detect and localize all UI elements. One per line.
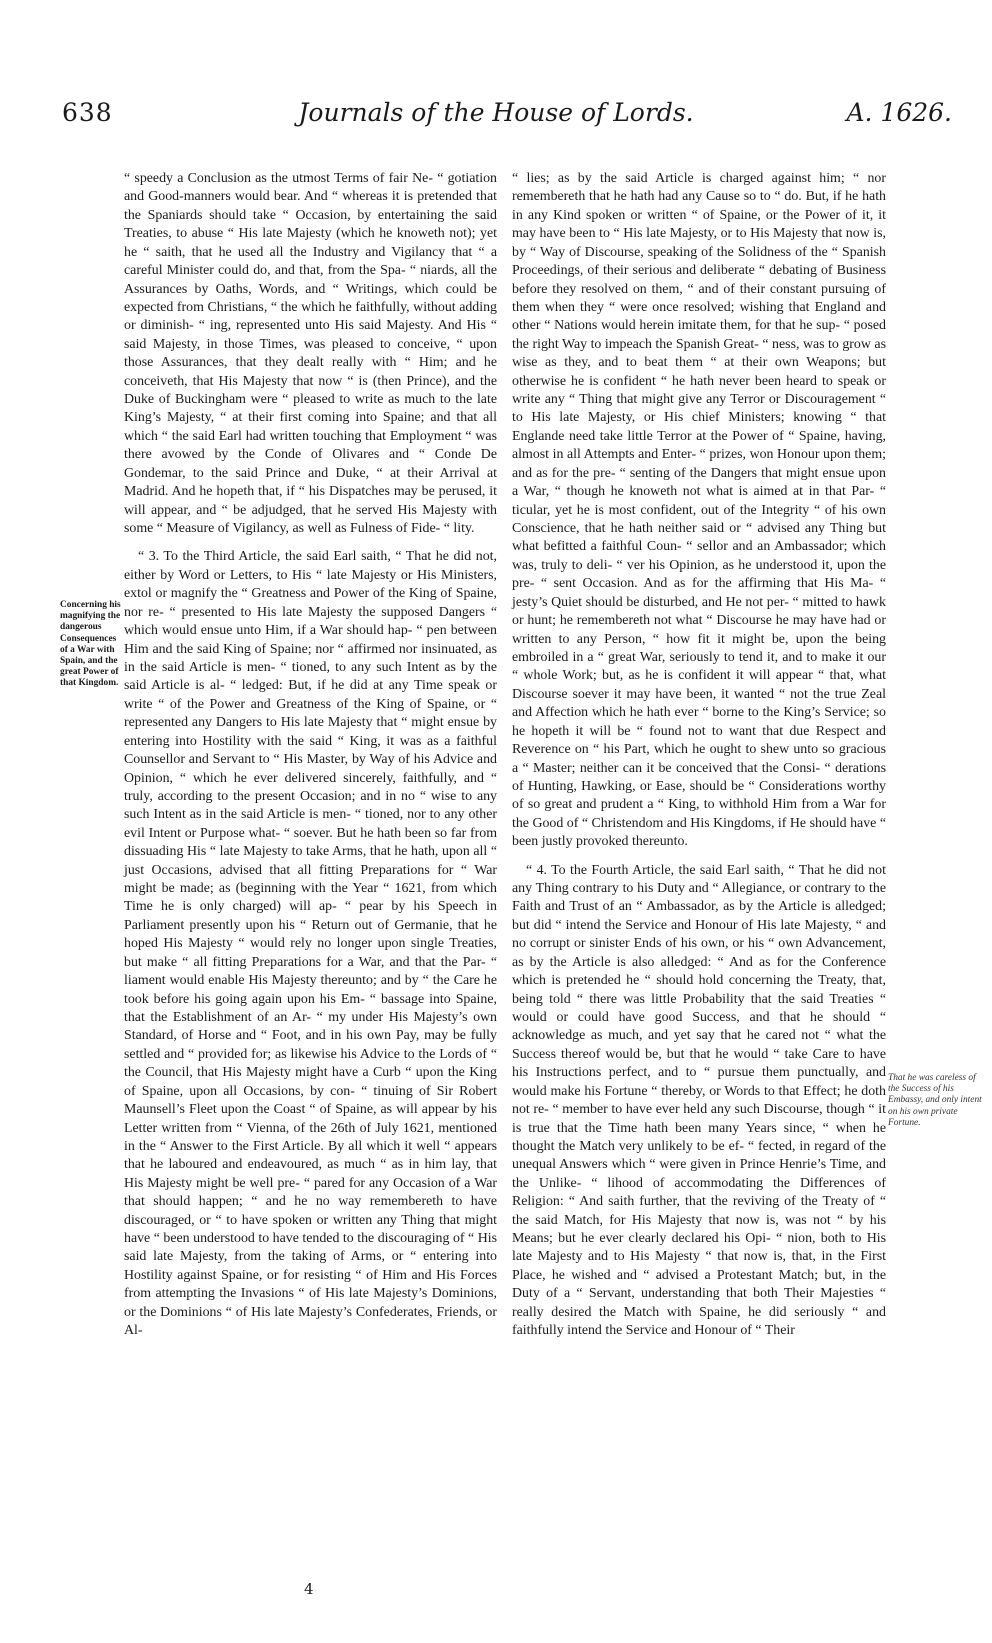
- signature-mark: 4: [304, 1580, 314, 1598]
- paragraph-answer-second-article-end: “ speedy a Conclusion as the utmost Terms of fair Ne- “ gotiation and Good-manners would bear. And “ whereas it is pretended that the Spaniards should take “ Occasion, by entertaining the said Treaties, to abuse “ His late Majesty (which he knoweth not); yet he “ saith, that he used all the Industry and Vigilancy that “ a careful Minister could do, and that, from the Spa- “ niards, all the Assurances by Oaths, Words, and “ Writings, which could be expected from Christians, “ the which he faithfully, without adding or diminish- “ ing, represented unto His said Majesty. And His “ said Majesty, in those Times, was pleased to conceive, “ upon those Assurances, that they dealt really with “ Him; and he conceiveth, that His Majesty that now “ is (then Prince), and the Duke of Buckingham were “ pleased to write as much to the late King’s Majesty, “ at their first coming into Spaine; and that all which “ the said Earl had written touching that Employment “ was there avowed by the Conde of Olivares and “ Conde De Gondemar, to the said Prince and Duke, “ at their Arrival at Madrid. And he hopeth that, if “ his Dispatches may be perused, it will appear, and “ be adjudged, that he served His Majesty with some “ Measure of Vigilancy, as well as Fulness of Fide- “ lity.: [124, 171, 497, 537]
- margin-note-third-article: Concerning his magnifying the dangerous Consequences of a War with Spain, and the great Power of that Kingdom.: [60, 600, 121, 689]
- page-number: 638: [62, 98, 113, 127]
- running-title: Journals of the House of Lords.: [298, 98, 694, 127]
- margin-note-fourth-article: That he was careless of the Success of his Embassy, and only intent on his own private Fortune.: [888, 1073, 982, 1128]
- paragraph-third-article: “ 3. To the Third Article, the said Earl saith, “ That he did not, either by Word or Letters, to His “ late Majesty or His Ministers, extol or magnify the “ Greatness and Power of the King of Spaine, nor re- “ presented to His late Majesty the supposed Dangers “ which would ensue unto Him, if a War should hap- “ pen between Him and the said King of Spaine; nor “ affirmed nor insinuated, as in the said Article is men- “ tioned, to any such Intent as by the said Article is al- “ ledged: But, if he did at any Time speak or write “ of the Power and Greatness of the King of Spaine, or “ represented any Dangers to His late Majesty that “ might ensue by entering into Hostility with the said “ King, it was as a faithful Counsellor and Servant to “ His Master, by Way of his Advice and Opinion, “ which he ever delivered sincerely, faithfully, and “ truly, according to the present Occasion; and in no “ wise to any such Intent as in the said Article is men- “ tioned, nor to any other evil Intent or Purpose what- “ soever. But he hath been so far from dissuading His “ late Majesty to take Arms, that he hath, upon all “ just Occasions, advised that all fitting Preparations for “ War might be made; as (beginning with the Year “ 1621, from which Time he is only charged) will ap- “ pear by his Speech in Parliament presently upon his “ Return out of Germanie, that he hoped His Majesty “ would rely no longer upon single Treaties, but make “ all fitting Preparations for a War, and that the Par- “ liament would enable His Majesty thereunto; and by “ the Care he took before his going again upon his Em- “ bassage into Spaine, that the Establishment of an Ar- “ my under His Majesty’s own Standard, of Horse and “ Foot, and in his own Pay, may be fully settled and “ provided for; as likewise his Advice to the Lords of “ the Council, that His Majesty might have a Curb “ upon the King of Spaine, upon all Occasions, by con- “ tinuing of Sir Robert Maunsell’s Fleet upon the Coast “ of Spaine, as will appear by his Letter written from “ Vienna, of the 26th of July 1621, mentioned in the “ Answer to the First Article. By all which it well “ appears that he laboured and endeavoured, as much “ as in him lay, that His Majesty might be well pre- “ pared for any Occasion of a War that should happen; “ and he no way remembereth to have discouraged, or “ to have spoken or written any Thing that might have “ been understood to have tended to the discouraging of “ His said late Majesty, from the taking of Arms, or “ entering into Hostility against Spaine, or for resisting “ of Him and His Forces from attempting the Invasions “ of His late Majesty’s Dominions, or the Dominions “ of His late Majesty’s Confederates, Friends, or Al-: [124, 549, 497, 1339]
- year-marker: A. 1626.: [846, 98, 952, 127]
- right-column: [512, 170, 886, 1341]
- left-column: [124, 170, 497, 1341]
- paragraph-fourth-article: “ 4. To the Fourth Article, the said Earl saith, “ That he did not any Thing contrary to his Duty and “ Allegiance, or contrary to the Faith and Trust of an “ Ambassador, as by the Article is alledged; but did “ intend the Service and Honour of His late Majesty, “ and no corrupt or sinister Ends of his own, or his “ own Advancement, as by the Article is also alledged: “ And as for the Conference which is pretended he “ should hold concerning the Treaty, that, being told “ there was little Probability that the said Treaties “ would or could have good Success, and that he should “ acknowledge as much, and yet say that he cared not “ what the Success thereof would be, but that he would “ take Care to have his Instructions perfect, and to “ pursue them punctually, and would make his Fortune “ thereby, or Words to that Effect; he doth not re- “ member to have ever held any such Discourse, though “ it is true that the Time hath been many Years since, “ when he thought the Match very unlikely to be ef- “ fected, in regard of the unequal Answers which “ were given in Prince Henrie’s Time, and the Unlike- “ lihood of accommodating the Differences of Religion: “ And saith further, that the reviving of the Treaty of “ the said Match, for His Majesty that now is, was not “ by his Means; but he ever clearly declared his Opi- “ nion, both to His late Majesty and to His Majesty “ that now is, that, in the First Place, he wished and “ advised a Protestant Match; but, in the Duty of a “ Servant, understanding that both Their Majesties “ really desired the Match with Spaine, he did seriously “ and faithfully intend the Service and Honour of “ Their: [512, 862, 886, 1339]
- paragraph-third-article-continued: “ lies; as by the said Article is charged against him; “ nor remembereth that he hath had any Cause so to “ do. But, if he hath in any Kind spoken or written “ of Spaine, or the Power of it, it may have been to “ His late Majesty, or to His Majesty that now is, by “ Way of Discourse, speaking of the Solidness of the “ Spanish Proceedings, of their serious and deliberate “ debating of Business before they resolved on them, “ and of their constant pursuing of them when they “ were once resolved; wishing that England and other “ Nations would herein imitate them, for that he sup- “ posed the right Way to impeach the Spanish Great- “ ness, was to grow as wise as they, and to beat them “ at their own Weapons; but otherwise he is confident “ he hath never been heard to speak or write any “ Thing that might give any Terror or Discouragement “ to His late Majesty, or His chief Ministers; knowing “ that Englande need take little Terror at the Power of “ Spaine, having, almost in all Attempts and Enter- “ prizes, won Honour upon them; and as for the pre- “ senting of the Dangers that might ensue upon a War, “ though he knoweth not what is aimed at in that Par- “ ticular, yet he is most confident, out of the Integrity “ of his own Conscience, that he hath neither said or “ advised any Thing but what befitted a faithful Coun- “ sellor and an Ambassador; which was, truly to deli- “ ver his Opinion, as he understood it, upon the pre- “ sent Occasion. And as for the affirming that His Ma- “ jesty’s Quiet should be disturbed, and He not per- “ mitted to hawk or hunt; he remembereth not what “ Discourse he may have had or written to any Person, “ how fit it might be, upon the being embroiled in a “ great War, seriously to tend it, and to make it our “ whole Work; but, as he is confident it will appear “ that, what Discourse soever it may have been, it wanted “ not the true Zeal and Affection which he hath ever “ borne to the King’s Service; so he hopeth it will be “ found not to want that due Respect and Reverence on “ his Part, which he ought to shew unto so gracious a “ Master; neither can it be conceived that the Consi- “ derations of Hunting, Hawking, or Ease, should be “ Considerations worthy of so great and prudent a “ King, to withhold Him from a War for the Good of “ Christendom and His Kingdoms, if He should have “ been justly provoked thereunto.: [512, 171, 886, 850]
